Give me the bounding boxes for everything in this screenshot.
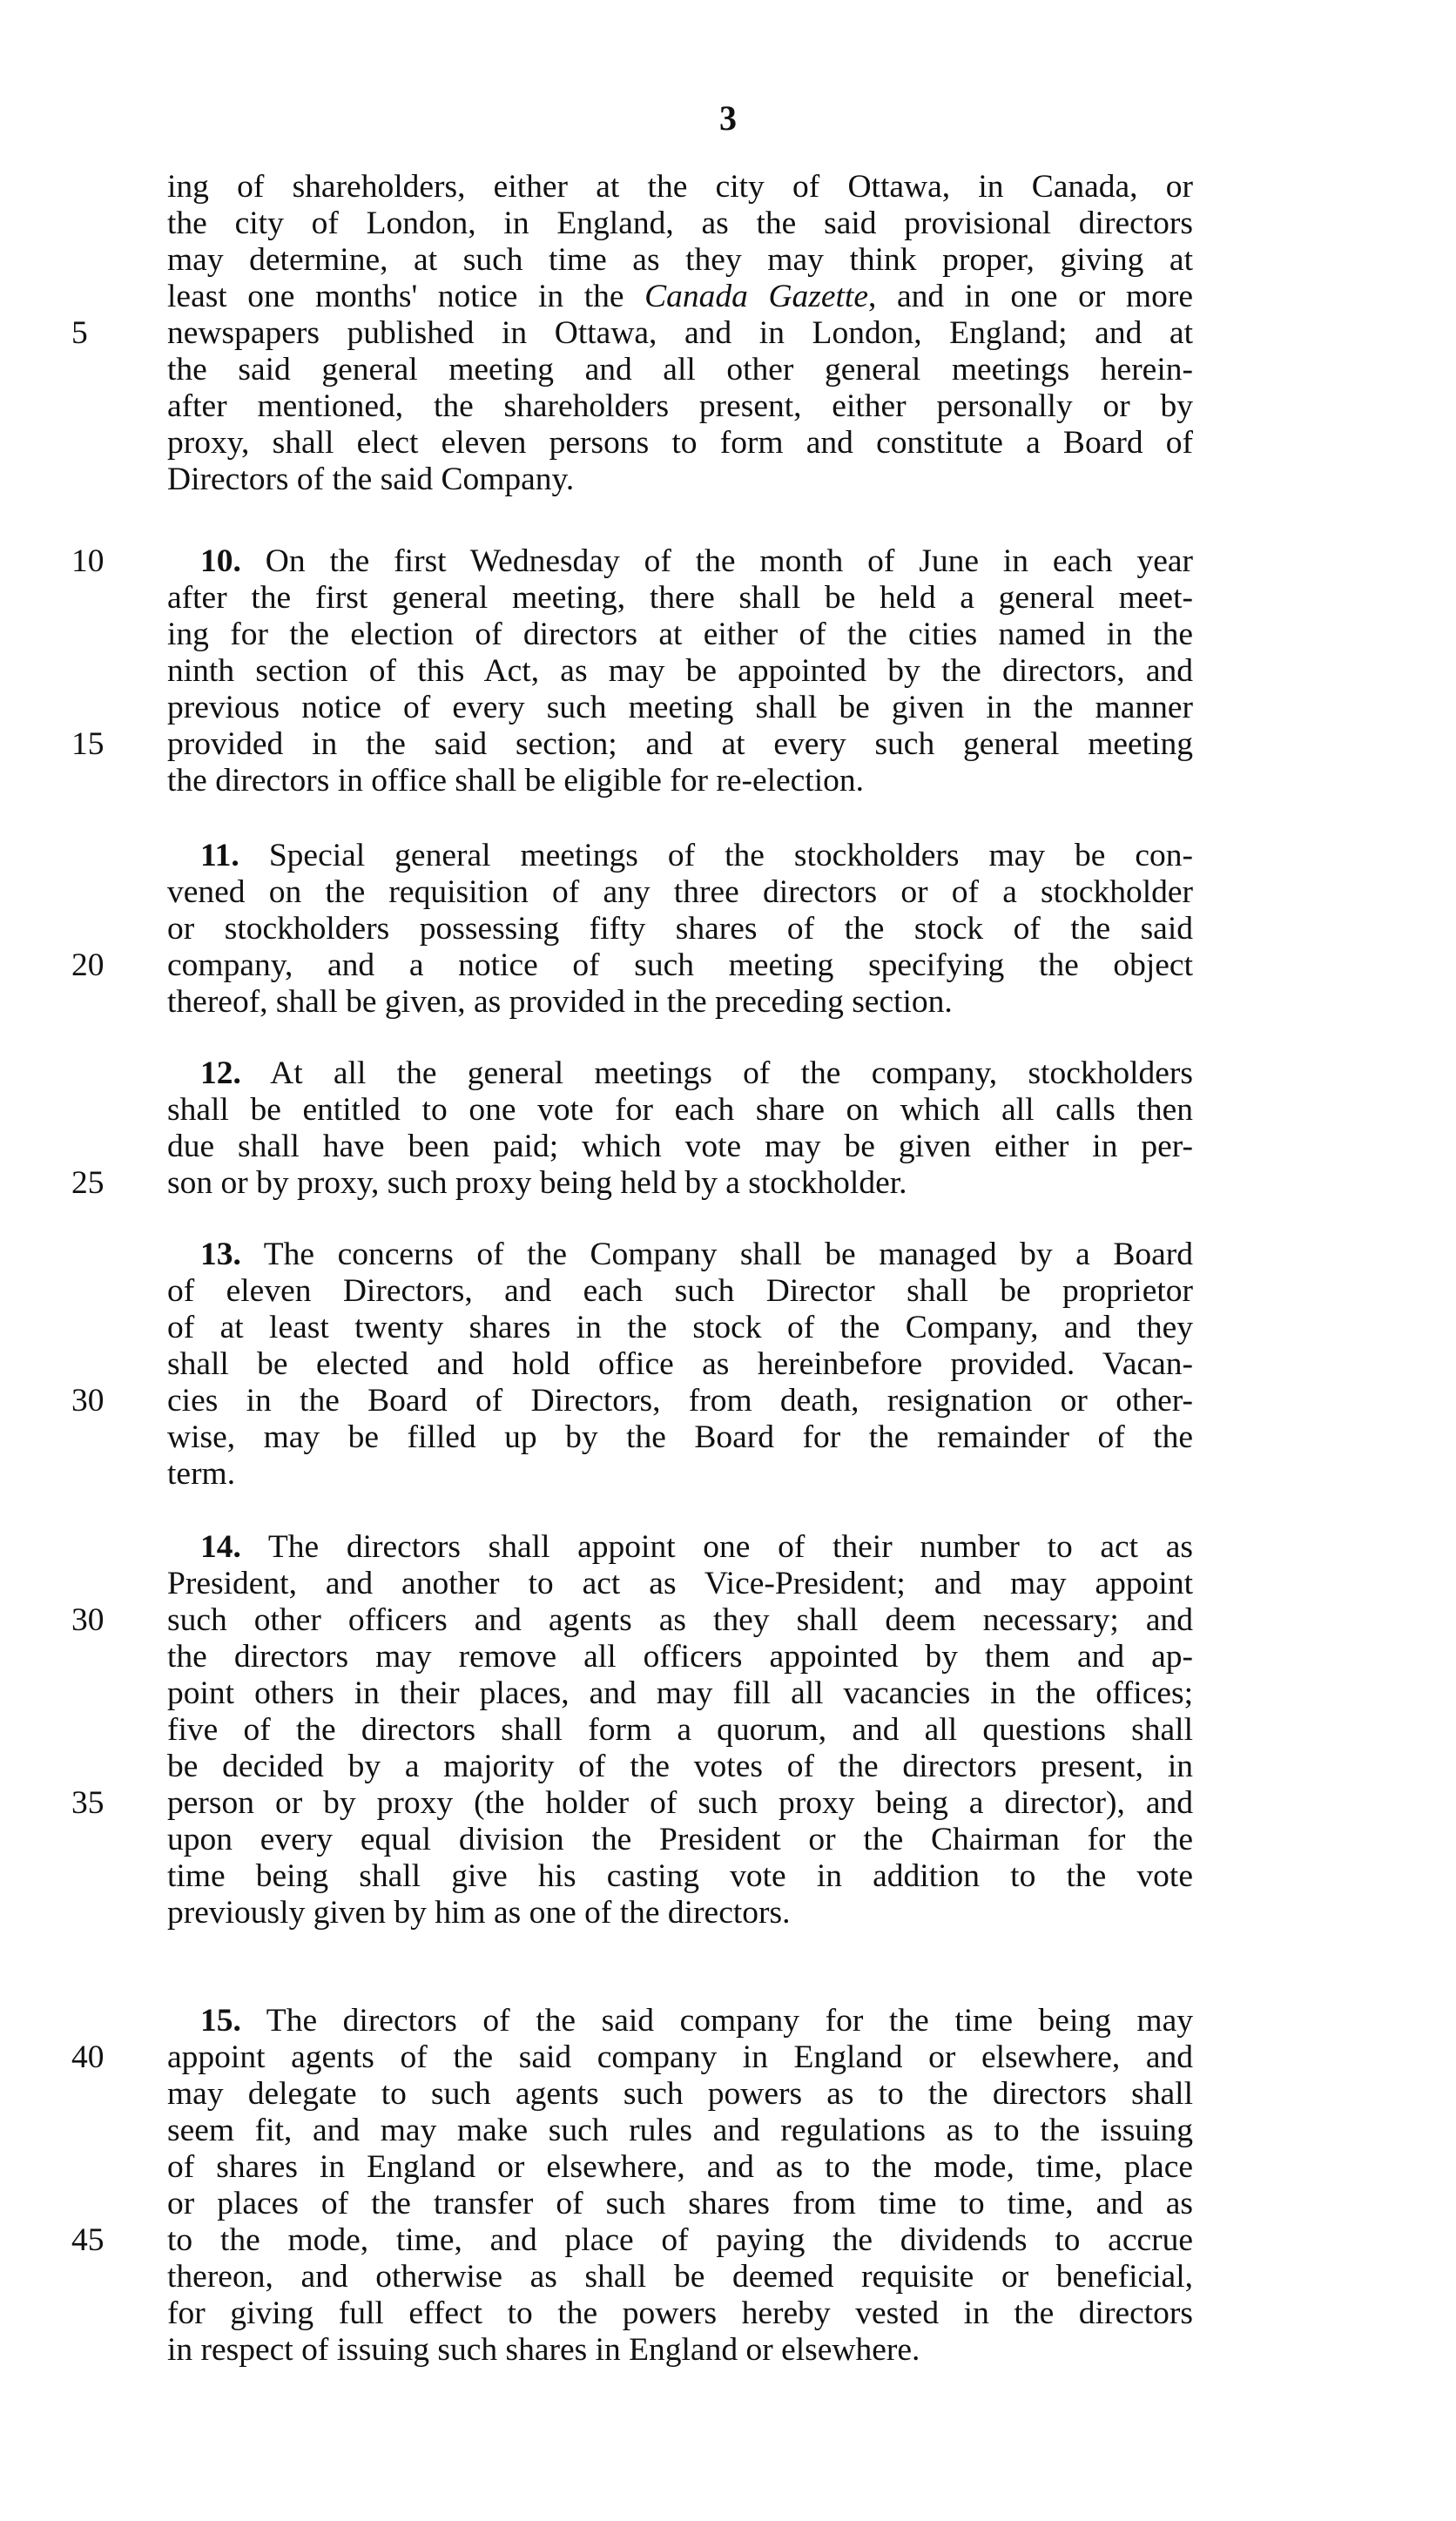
section-number: 15.	[200, 2003, 241, 2039]
text-line: 20 company, and a notice of such meeting specifying the object	[71, 947, 1193, 983]
text-line: 25 son or by proxy, such proxy being held by a stockholder.	[71, 1165, 907, 1201]
text-line: least one months' notice in the Canada Gazette, and in one or more	[167, 279, 1193, 314]
line-number: 30	[71, 1602, 104, 1638]
text-line: or stockholders possessing fifty shares of the stock of the said	[167, 911, 1193, 947]
text-line: shall be entitled to one vote for each share on which all calls then	[167, 1092, 1193, 1128]
section-number: 14.	[200, 1529, 241, 1565]
text-line: proxy, shall elect eleven persons to form and constitute a Board of	[167, 425, 1193, 461]
text-line: or places of the transfer of such shares from time to time, and as	[167, 2186, 1193, 2221]
line-number: 15	[71, 726, 104, 762]
text-line: 30 cies in the Board of Directors, from death, resignation or other-	[71, 1383, 1193, 1419]
text-line: the city of London, in England, as the said provisional directors	[167, 206, 1193, 241]
text-line: Directors of the said Company.	[167, 462, 575, 497]
text-line: after mentioned, the shareholders present, either personally or by	[167, 388, 1193, 424]
text-line: 10 10. On the first Wednesday of the month of June in each year	[71, 543, 1193, 579]
text-line: previous notice of every such meeting shall be given in the manner	[167, 690, 1193, 725]
text-line: may determine, at such time as they may think proper, giving at	[167, 242, 1193, 278]
text-line: thereof, shall be given, as provided in the preceding section.	[167, 984, 953, 1020]
text-line: 11. Special general meetings of the stockholders may be con-	[200, 838, 1194, 873]
text-line: term.	[167, 1456, 236, 1492]
text-line: 13. The concerns of the Company shall be managed by a Board	[200, 1237, 1193, 1272]
text-line: shall be elected and hold office as hereinbefore provided. Vacan-	[167, 1346, 1193, 1382]
section-14	[71, 1529, 1193, 1931]
text-line: due shall have been paid; which vote may be given either in per-	[167, 1129, 1193, 1164]
text-line: of shares in England or elsewhere, and as to the mode, time, place	[167, 2149, 1193, 2185]
section-number: 12.	[200, 1055, 241, 1091]
text-line: 35 person or by proxy (the holder of such proxy being a director), and	[71, 1785, 1193, 1821]
text-line: time being shall give his casting vote in addition to the vote	[167, 1858, 1193, 1894]
text-line: vened on the requisition of any three directors or of a stockholder	[167, 874, 1193, 910]
section-9-continuation	[71, 169, 1193, 498]
text-line: in respect of issuing such shares in England or elsewhere.	[167, 2332, 920, 2368]
text-line: 40 appoint agents of the said company in England or elsewhere, and	[71, 2039, 1193, 2075]
section-10	[71, 543, 1193, 799]
text-line: 5 newspapers published in Ottawa, and in London, England; and at	[71, 315, 1193, 351]
line-number: 40	[71, 2039, 104, 2075]
section-11	[71, 838, 1194, 1021]
text-line: point others in their places, and may fill all vacancies in the offices;	[167, 1675, 1193, 1711]
text-line: be decided by a majority of the votes of the directors present, in	[167, 1749, 1193, 1784]
section-number: 11.	[200, 838, 239, 873]
line-number: 45	[71, 2222, 104, 2258]
text-line: seem fit, and may make such rules and regulations as to the issuing	[167, 2113, 1193, 2148]
text-line: may delegate to such agents such powers as to the directors shall	[167, 2076, 1193, 2112]
section-number: 13.	[200, 1237, 241, 1272]
section-15	[71, 2003, 1193, 2369]
text-line: the directors in office shall be eligible for re-election.	[167, 763, 865, 799]
text-line: thereon, and otherwise as shall be deemed requisite or beneficial,	[167, 2259, 1193, 2295]
text-line: previously given by him as one of the directors.	[167, 1895, 791, 1931]
text-line: of eleven Directors, and each such Director shall be proprietor	[167, 1273, 1193, 1309]
text-line: five of the directors shall form a quorum, and all questions shall	[167, 1712, 1193, 1748]
text-line: of at least twenty shares in the stock of the Company, and they	[167, 1310, 1193, 1345]
text-line: 14. The directors shall appoint one of their number to act as	[200, 1529, 1193, 1565]
text-line: 45 to the mode, time, and place of paying the dividends to accrue	[71, 2222, 1193, 2258]
text-line: the said general meeting and all other general meetings herein-	[167, 352, 1193, 388]
text-line: 12. At all the general meetings of the company, stockholders	[200, 1055, 1193, 1091]
line-number: 10	[71, 543, 104, 579]
text-line: wise, may be filled up by the Board for the remainder of the	[167, 1419, 1193, 1455]
text-line: ing of shareholders, either at the city of Ottawa, in Canada, or	[167, 169, 1193, 205]
text-line: 15 provided in the said section; and at every such general meeting	[71, 726, 1193, 762]
text-line: for giving full effect to the powers hereby vested in the directors	[167, 2295, 1193, 2331]
section-12	[71, 1055, 1193, 1202]
text-line: ninth section of this Act, as may be appointed by the directors, and	[167, 653, 1193, 689]
line-number: 5	[71, 315, 88, 351]
text-line: 30 such other officers and agents as they shall deem necessary; and	[71, 1602, 1193, 1638]
text-line: President, and another to act as Vice-President; and may appoint	[167, 1566, 1193, 1601]
text-line: 15. The directors of the said company for the time being may	[200, 2003, 1193, 2039]
line-number: 25	[71, 1165, 104, 1201]
line-number: 35	[71, 1785, 104, 1821]
line-number: 30	[71, 1383, 104, 1419]
text-line: upon every equal division the President or the Chairman for the	[167, 1822, 1193, 1857]
text-line: ing for the election of directors at either of the cities named in the	[167, 617, 1193, 652]
page-number: 3	[719, 98, 737, 138]
text-line: after the first general meeting, there shall be held a general meet-	[167, 580, 1193, 616]
text-line: the directors may remove all officers appointed by them and ap-	[167, 1639, 1193, 1675]
section-number: 10.	[200, 543, 241, 579]
line-number: 20	[71, 947, 104, 983]
section-13	[71, 1237, 1193, 1493]
